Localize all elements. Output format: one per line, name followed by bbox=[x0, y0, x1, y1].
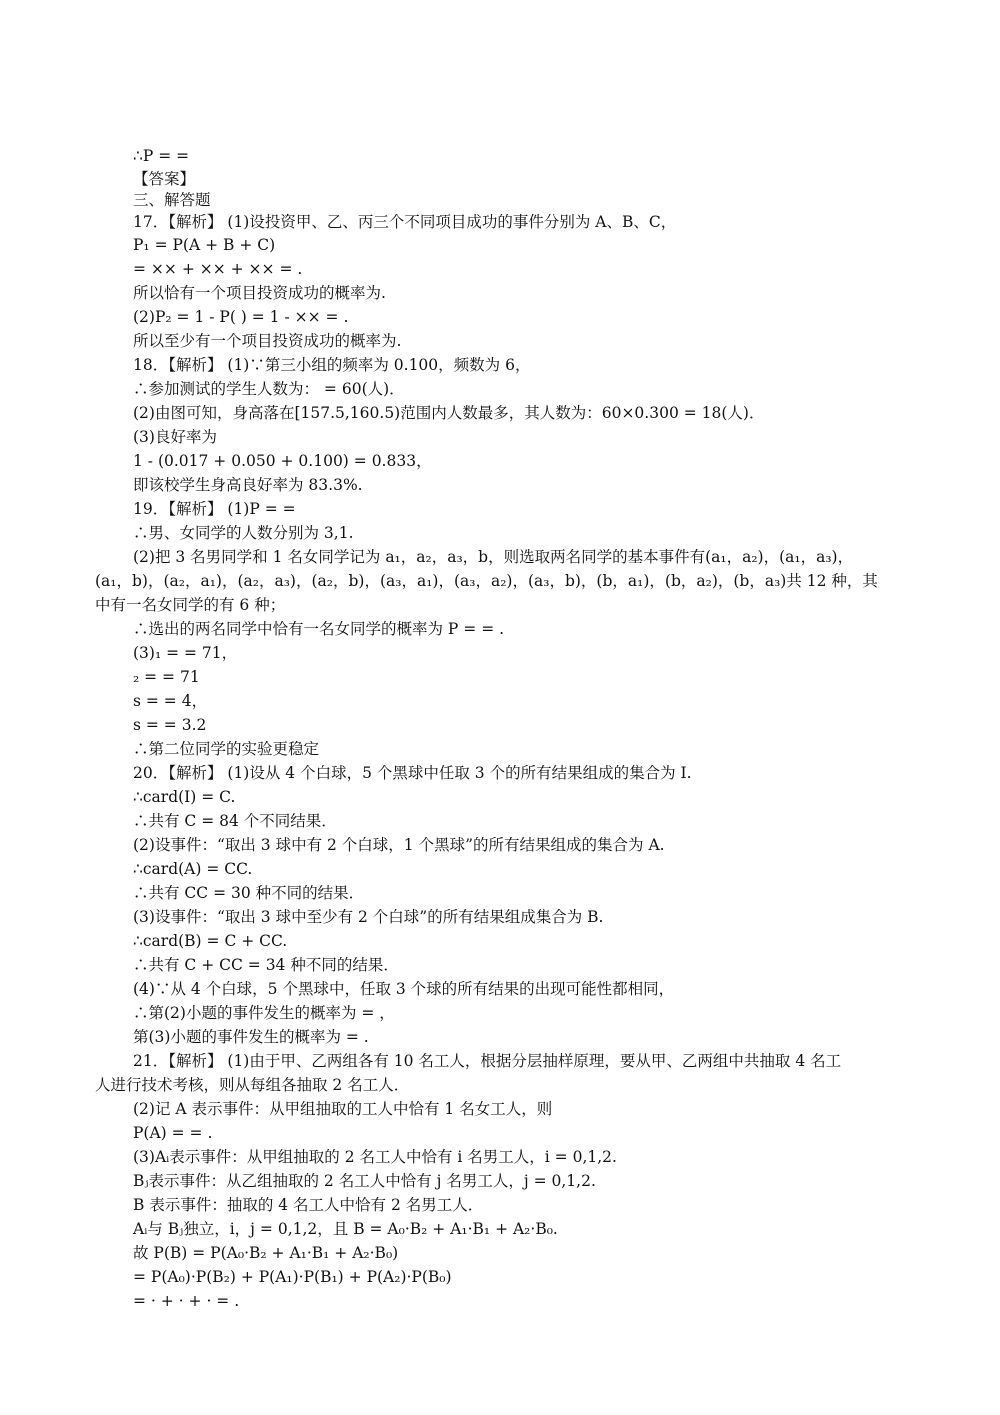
problem-21-heading: 21．【解析】 (1)由于甲、乙两组各有 10 名工人，根据分层抽样原理，要从甲、乙两组中共抽取 4 名工 bbox=[133, 1052, 842, 1070]
text-line: 1 - (0.017 + 0.050 + 0.100) = 0.833， bbox=[133, 452, 432, 470]
text-line: 中有一名女同学的有 6 种； bbox=[95, 596, 286, 614]
text-line: ∴第(2)小题的事件发生的概率为 = ， bbox=[133, 1004, 395, 1022]
text-line: ∴男、女同学的人数分别为 3,1. bbox=[133, 524, 354, 542]
text-line: s = = 4， bbox=[133, 692, 208, 710]
text-line: (3)Aᵢ表示事件：从甲组抽取的 2 名工人中恰有 i 名男工人，i = 0,1,2. bbox=[133, 1148, 617, 1166]
text-line: Bⱼ表示事件：从乙组抽取的 2 名工人中恰有 j 名男工人，j = 0,1,2. bbox=[133, 1172, 596, 1190]
text-line: ∴共有 CC = 30 种不同的结果． bbox=[133, 884, 365, 902]
text-line: 人进行技术考核，则从每组各抽取 2 名工人． bbox=[95, 1076, 410, 1094]
text-line: ∴参加测试的学生人数为： = 60(人)． bbox=[133, 380, 405, 398]
text-line: = ×× + ×× + ×× = . bbox=[133, 260, 303, 278]
text-line: (a₁，b)，(a₂，a₁)，(a₂，a₃)，(a₂，b)，(a₃，a₁)，(a₃，a₂)，(a₃，b)，(b，a₁)，(b，a₂)，(b，a₃)共 12 种，其 bbox=[95, 572, 878, 590]
text-line: (3)₁ = = 71， bbox=[133, 644, 238, 662]
text-line: s = = 3.2 bbox=[133, 716, 207, 734]
text-line: (2)把 3 名男同学和 1 名女同学记为 a₁，a₂，a₃，b，则选取两名同学的基本事件有(a₁，a₂)，(a₁，a₃)， bbox=[133, 548, 854, 566]
text-line: 第(3)小题的事件发生的概率为 = . bbox=[133, 1028, 369, 1046]
problem-18-heading: 18．【解析】 (1)∵第三小组的频率为 0.100，频数为 6， bbox=[133, 356, 531, 374]
text-line: (2)记 A 表示事件：从甲组抽取的工人中恰有 1 名女工人，则 bbox=[133, 1100, 553, 1118]
problem-20-heading: 20．【解析】 (1)设从 4 个白球，5 个黑球中任取 3 个的所有结果组成的集合为 I. bbox=[133, 764, 692, 782]
text-line: ∴第二位同学的实验更稳定 bbox=[133, 740, 320, 758]
problem-17-heading: 17．【解析】 (1)设投资甲、乙、丙三个不同项目成功的事件分别为 A、B、C， bbox=[133, 213, 677, 231]
text-line: (2)设事件：“取出 3 球中有 2 个白球，1 个黑球”的所有结果组成的集合为 A. bbox=[133, 836, 665, 854]
text-line: ∴P = = bbox=[133, 147, 190, 165]
text-line: (2)P₂ = 1 - P( ) = 1 - ×× = . bbox=[133, 308, 349, 326]
text-line: ∴共有 C + CC = 34 种不同的结果． bbox=[133, 956, 399, 974]
text-line: 所以至少有一个项目投资成功的概率为. bbox=[133, 332, 402, 350]
text-line: 故 P(B) = P(A₀·B₂ + A₁·B₁ + A₂·B₀) bbox=[133, 1244, 399, 1262]
text-line: ∴选出的两名同学中恰有一名女同学的概率为 P = = . bbox=[133, 620, 505, 638]
answer-heading: 【答案】 bbox=[133, 170, 196, 188]
problem-19-heading: 19．【解析】 (1)P = = bbox=[133, 500, 296, 518]
text-line: (4)∵从 4 个白球，5 个黑球中，任取 3 个球的所有结果的出现可能性都相同， bbox=[133, 980, 675, 998]
text-line: (3)设事件：“取出 3 球中至少有 2 个白球”的所有结果组成集合为 B. bbox=[133, 908, 604, 926]
text-line: = P(A₀)·P(B₂) + P(A₁)·P(B₁) + P(A₂)·P(B₀) bbox=[133, 1268, 452, 1286]
text-line: (3)良好率为 bbox=[133, 428, 217, 446]
text-line: ₂ = = 71 bbox=[133, 668, 200, 686]
text-line: ∴card(A) = CC. bbox=[133, 860, 253, 878]
text-line: = · + · + · = . bbox=[133, 1292, 240, 1310]
section-heading: 三、解答题 bbox=[133, 191, 211, 209]
text-line: (2)由图可知，身高落在[157.5,160.5)范围内人数最多，其人数为：60×0.300 = 18(人)． bbox=[133, 404, 765, 422]
text-line: P(A) = = . bbox=[133, 1124, 213, 1142]
text-line: Aᵢ与 Bⱼ独立，i，j = 0,1,2，且 B = A₀·B₂ + A₁·B₁ + A₂·B₀. bbox=[133, 1220, 558, 1238]
text-line: B 表示事件：抽取的 4 名工人中恰有 2 名男工人． bbox=[133, 1196, 484, 1214]
text-line: P₁ = P(A + B + C) bbox=[133, 236, 276, 254]
text-line: ∴card(B) = C + CC. bbox=[133, 932, 288, 950]
text-line: 所以恰有一个项目投资成功的概率为. bbox=[133, 284, 386, 302]
text-line: ∴共有 C = 84 个不同结果． bbox=[133, 812, 337, 830]
text-line: ∴card(I) = C. bbox=[133, 788, 236, 806]
text-line: 即该校学生身高良好率为 83.3%. bbox=[133, 476, 363, 494]
